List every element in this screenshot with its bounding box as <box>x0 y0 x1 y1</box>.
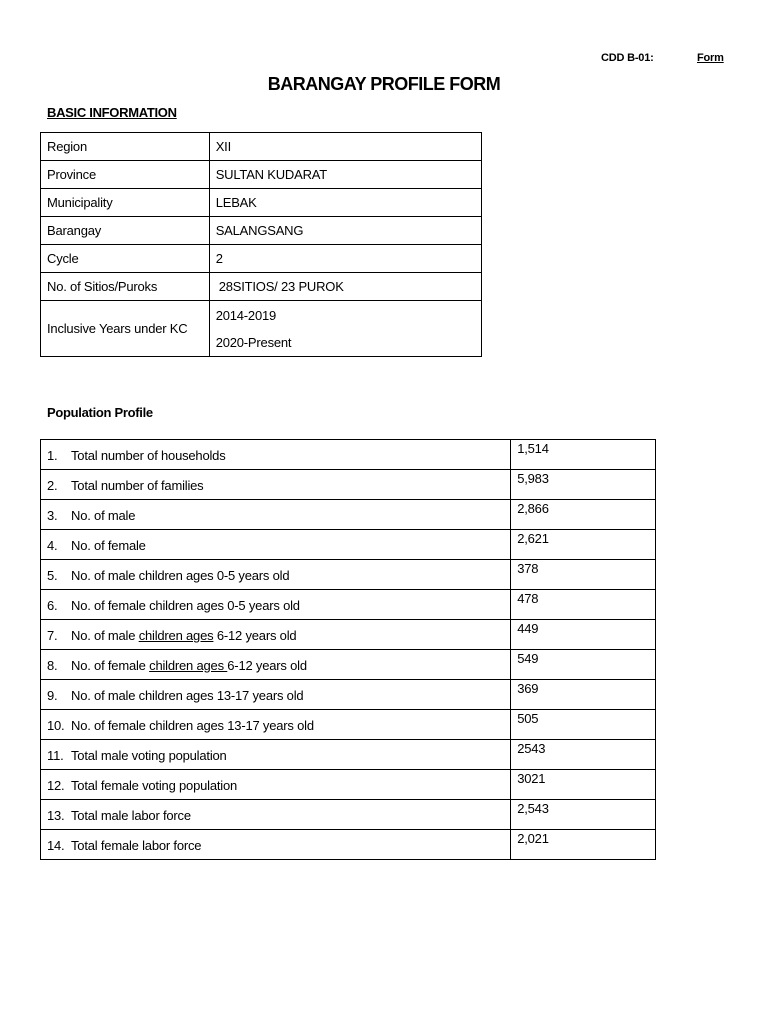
table-row <box>41 500 656 530</box>
row-value: 2,866 <box>511 500 656 530</box>
table-row <box>41 245 482 273</box>
row-label <box>41 830 511 860</box>
row-index: 2. <box>47 478 58 493</box>
row-value: 505 <box>511 710 656 740</box>
row-label <box>41 680 511 710</box>
row-index: 14. <box>47 838 65 853</box>
table-row <box>41 133 482 161</box>
row-label <box>41 560 511 590</box>
row-index: 5. <box>47 568 58 583</box>
row-value: 28SITIOS/ 23 PUROK <box>209 273 481 301</box>
row-value: SALANGSANG <box>209 217 481 245</box>
row-text: No. of female <box>71 538 146 553</box>
row-index: 13. <box>47 808 65 823</box>
row-value: 1,514 <box>511 440 656 470</box>
row-text: Total female voting population <box>71 778 238 793</box>
row-text: No. of female children ages 0-5 years old <box>71 598 300 613</box>
row-value: 2,543 <box>511 800 656 830</box>
row-text: No. of male <box>71 508 136 523</box>
basic-information-table <box>40 132 482 357</box>
basic-information-heading: BASIC INFORMATION <box>47 105 177 120</box>
table-row <box>41 590 656 620</box>
row-index: 1. <box>47 448 58 463</box>
table-row <box>41 620 656 650</box>
row-text: Total female labor force <box>71 838 202 853</box>
row-index: 11. <box>47 748 64 763</box>
table-row <box>41 301 482 357</box>
row-label: Barangay <box>41 217 210 245</box>
row-label <box>41 800 511 830</box>
row-text: No. of female children ages 13-17 years old <box>71 718 314 733</box>
row-index: 6. <box>47 598 58 613</box>
form-label: Form <box>697 52 724 64</box>
row-value-multi <box>209 301 481 357</box>
page-title: BARANGAY PROFILE FORM <box>267 74 501 94</box>
row-value: LEBAK <box>209 189 481 217</box>
row-text-underlined: children ages <box>149 658 228 673</box>
row-value: 378 <box>511 560 656 590</box>
row-text: No. of male <box>71 628 139 643</box>
table-row <box>41 830 656 860</box>
row-label: Region <box>41 133 210 161</box>
inclusive-year-first: 2014-2019 <box>215 307 277 323</box>
row-label <box>41 470 511 500</box>
row-label <box>41 620 511 650</box>
row-text: Total number of households <box>71 448 226 463</box>
row-value: 5,983 <box>511 470 656 500</box>
row-label <box>41 500 511 530</box>
row-value: 369 <box>511 680 656 710</box>
row-text: 6-12 years old <box>227 658 307 673</box>
row-label: Inclusive Years under KC <box>41 301 210 357</box>
row-text: Total number of families <box>71 478 204 493</box>
row-text: No. of male children ages 13-17 years old <box>71 688 304 703</box>
row-text-underlined: children ages <box>138 628 214 643</box>
row-value: 549 <box>511 650 656 680</box>
row-label <box>41 770 511 800</box>
row-label: Province <box>41 161 210 189</box>
table-row <box>41 189 482 217</box>
table-row <box>41 770 656 800</box>
table-row <box>41 680 656 710</box>
row-label <box>41 710 511 740</box>
row-label <box>41 650 511 680</box>
row-index: 7. <box>47 628 58 643</box>
row-index: 10. <box>47 718 65 733</box>
row-index: 3. <box>47 508 58 523</box>
row-text: Total male labor force <box>71 808 191 823</box>
row-label <box>41 740 511 770</box>
row-index: 9. <box>47 688 58 703</box>
row-index: 8. <box>47 658 58 673</box>
row-label <box>41 440 511 470</box>
table-row <box>41 273 482 301</box>
row-value: 3021 <box>511 770 656 800</box>
table-row <box>41 710 656 740</box>
row-value: 478 <box>511 590 656 620</box>
row-label <box>41 590 511 620</box>
row-text: 6-12 years old <box>213 628 297 643</box>
row-label: Cycle <box>41 245 210 273</box>
inclusive-year-second: 2020-Present <box>215 334 292 350</box>
row-value: 449 <box>511 620 656 650</box>
row-index: 4. <box>47 538 58 553</box>
table-row <box>41 217 482 245</box>
row-label: No. of Sitios/Puroks <box>41 273 210 301</box>
row-value: 2543 <box>511 740 656 770</box>
row-index: 12. <box>47 778 65 793</box>
table-row <box>41 161 482 189</box>
table-row <box>41 650 656 680</box>
row-text: Total male voting population <box>71 748 227 763</box>
row-text: No. of female <box>71 658 150 673</box>
table-row <box>41 440 656 470</box>
row-value: SULTAN KUDARAT <box>209 161 481 189</box>
population-profile-table <box>40 439 656 860</box>
row-value: 2 <box>209 245 481 273</box>
row-label <box>41 530 511 560</box>
table-row <box>41 800 656 830</box>
row-label: Municipality <box>41 189 210 217</box>
row-value: 2,021 <box>511 830 656 860</box>
population-profile-heading: Population Profile <box>47 405 153 420</box>
row-value: XII <box>209 133 481 161</box>
row-value: 2,621 <box>511 530 656 560</box>
form-code: CDD B-01: <box>601 52 654 64</box>
table-row <box>41 560 656 590</box>
row-text: No. of male children ages 0-5 years old <box>71 568 290 583</box>
table-row <box>41 740 656 770</box>
table-row <box>41 530 656 560</box>
table-row <box>41 470 656 500</box>
